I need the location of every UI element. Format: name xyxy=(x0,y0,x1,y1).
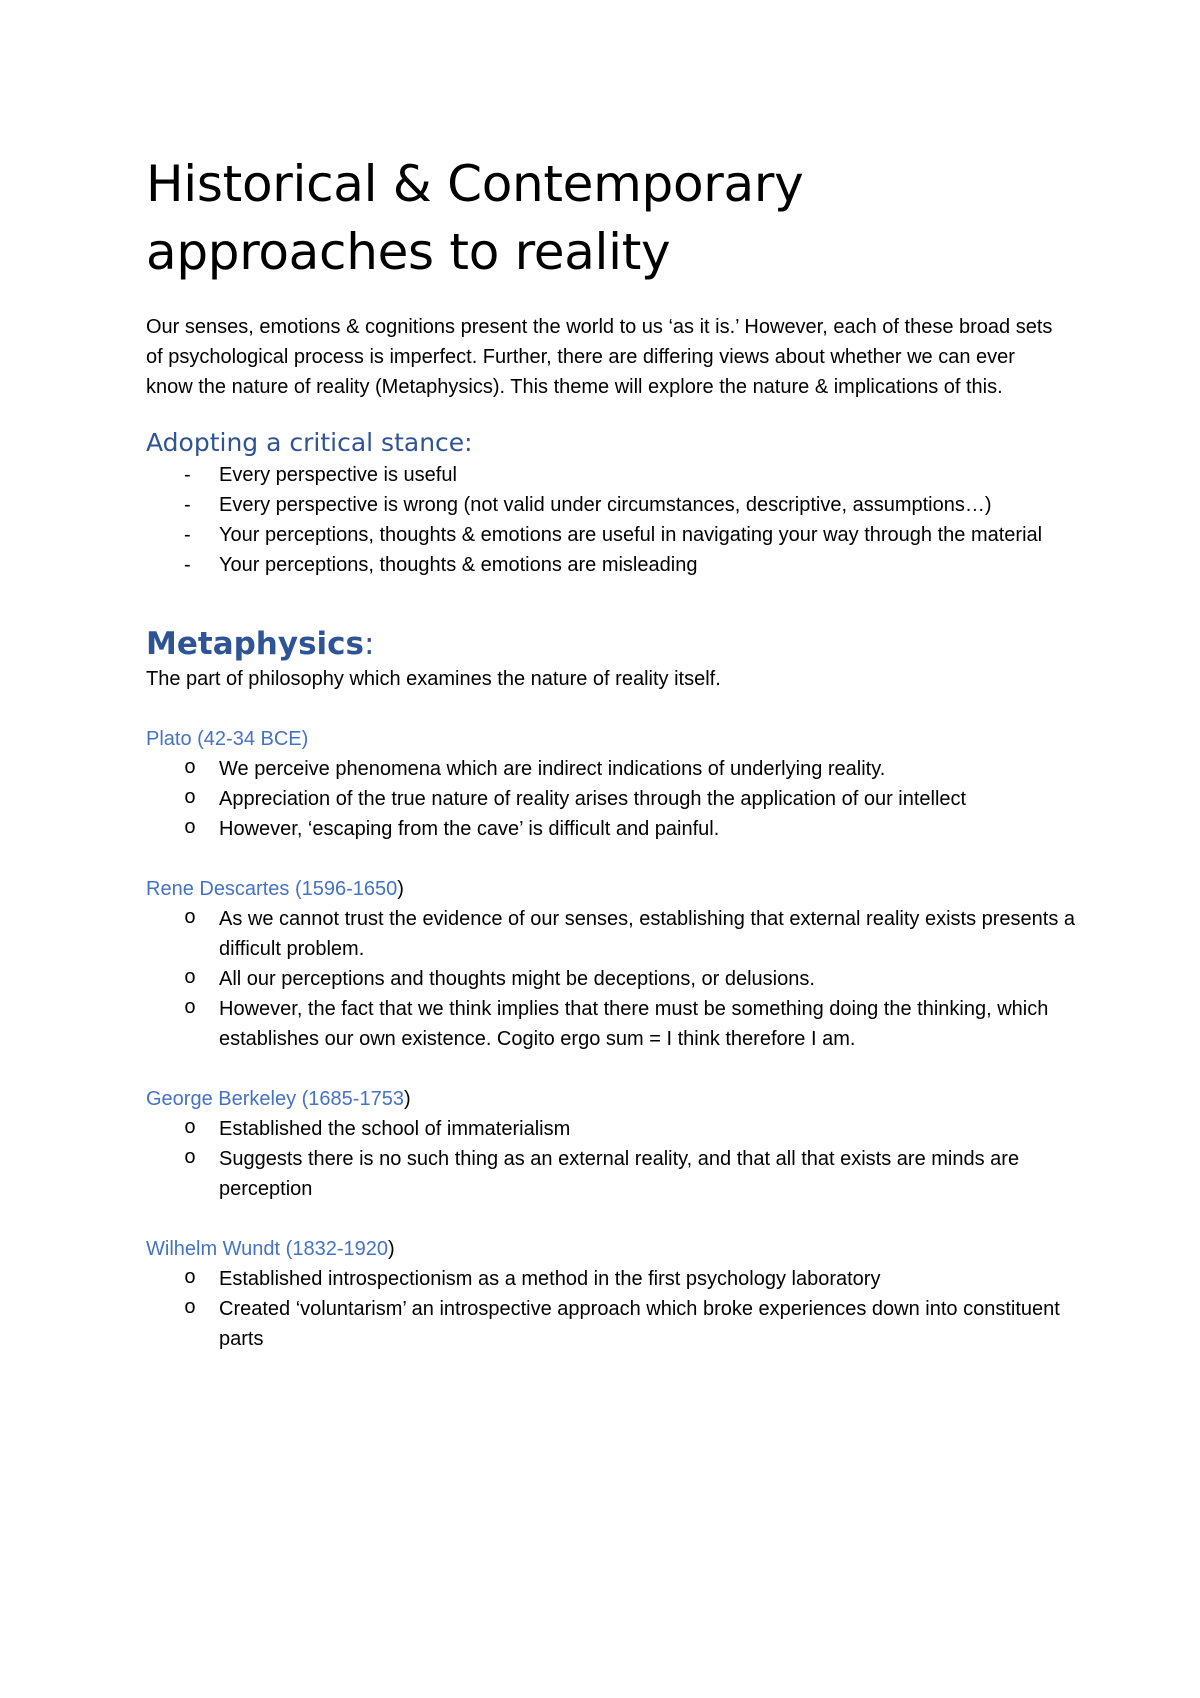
circle-bullet-marker: o xyxy=(184,817,197,840)
person-name: Wilhelm Wundt (1832-1920 xyxy=(146,1238,388,1260)
list-item xyxy=(146,784,1079,814)
circle-bullet-marker: o xyxy=(184,997,197,1020)
circle-bullet-marker: o xyxy=(184,907,197,930)
dash-marker: - xyxy=(184,524,191,546)
title-line-1: Historical & Contemporary xyxy=(146,155,804,213)
critical-stance-heading: Adopting a critical stance: xyxy=(146,428,473,457)
circle-bullet-marker: o xyxy=(184,1117,197,1140)
heading-colon: : xyxy=(363,626,375,662)
person-heading-plato xyxy=(146,724,1076,754)
list-item xyxy=(146,1114,1079,1144)
plato-points xyxy=(146,754,1076,844)
person-heading-descartes: Rene Descartes (1596-1650) xyxy=(146,878,404,900)
list-item-text: Established the school of immaterialism xyxy=(219,1118,571,1140)
list-item-text: Created ‘voluntarism’ an introspective approach which broke experiences down into constituent parts xyxy=(219,1298,1060,1350)
document-page xyxy=(146,150,1076,1354)
critical-stance-list xyxy=(146,460,1076,580)
intro-paragraph: Our senses, emotions & cognitions present the world to us ‘as it is.’ However, each of these broad sets of psychological process is imperfect. Further, there are differing views about whether we can ever know the nature of reality (Metaphysics). This theme will explore the nature & implications of this. xyxy=(146,316,1053,398)
list-item-text: Every perspective is wrong (not valid under circumstances, descriptive, assumptions…) xyxy=(219,494,992,516)
dash-marker: - xyxy=(184,494,191,516)
person-name: George Berkeley (1685-1753 xyxy=(146,1088,404,1110)
circle-bullet-marker: o xyxy=(184,1267,197,1290)
list-item xyxy=(146,1264,1079,1294)
berkeley-points xyxy=(146,1114,1076,1204)
list-item-text: Your perceptions, thoughts & emotions are misleading xyxy=(219,554,698,576)
person-heading-berkeley: George Berkeley (1685-1753) xyxy=(146,1088,411,1110)
dash-marker: - xyxy=(184,554,191,576)
list-item-text: All our perceptions and thoughts might be deceptions, or delusions. xyxy=(219,968,815,990)
list-item xyxy=(146,520,1079,550)
list-item xyxy=(146,964,1079,994)
list-item-text: As we cannot trust the evidence of our senses, establishing that external reality exists presents a difficult problem. xyxy=(219,908,1076,960)
list-item xyxy=(146,550,1079,580)
circle-bullet-marker: o xyxy=(184,757,197,780)
list-item xyxy=(146,460,1079,490)
list-item-text: Every perspective is useful xyxy=(219,464,457,486)
list-item-text: Established introspectionism as a method in the first psychology laboratory xyxy=(219,1268,881,1290)
dash-marker: - xyxy=(184,464,191,486)
circle-bullet-marker: o xyxy=(184,1297,197,1320)
list-item xyxy=(146,1144,1079,1204)
list-item-text: However, the fact that we think implies that there must be something doing the thinking, which establishes our own existence. Cogito ergo sum = I think therefore I am. xyxy=(219,998,1049,1050)
person-name: Rene Descartes (1596-1650 xyxy=(146,878,398,900)
list-item xyxy=(146,1294,1079,1354)
circle-bullet-marker: o xyxy=(184,1147,197,1170)
list-item-text: Suggests there is no such thing as an external reality, and that all that exists are minds are perception xyxy=(219,1148,1020,1200)
circle-bullet-marker: o xyxy=(184,787,197,810)
title-line-2: approaches to reality xyxy=(146,223,671,281)
list-item xyxy=(146,814,1079,844)
descartes-points xyxy=(146,904,1076,1054)
document-title xyxy=(146,150,1076,286)
list-item xyxy=(146,490,1079,520)
metaphysics-heading xyxy=(146,624,1076,664)
person-name: Plato (42-34 BCE) xyxy=(146,728,309,750)
wundt-points xyxy=(146,1264,1076,1354)
metaphysics-definition: The part of philosophy which examines the nature of reality itself. xyxy=(146,668,721,690)
list-item-text: We perceive phenomena which are indirect indications of underlying reality. xyxy=(219,758,886,780)
metaphysics-heading-text: Metaphysics xyxy=(146,626,364,662)
list-item xyxy=(146,904,1079,964)
person-heading-wundt: Wilhelm Wundt (1832-1920) xyxy=(146,1238,395,1260)
list-item xyxy=(146,994,1079,1054)
list-item xyxy=(146,754,1079,784)
list-item-text: Appreciation of the true nature of reality arises through the application of our intellect xyxy=(219,788,967,810)
list-item-text: However, ‘escaping from the cave’ is difficult and painful. xyxy=(219,818,720,840)
circle-bullet-marker: o xyxy=(184,967,197,990)
list-item-text: Your perceptions, thoughts & emotions are useful in navigating your way through the material xyxy=(219,524,1043,546)
